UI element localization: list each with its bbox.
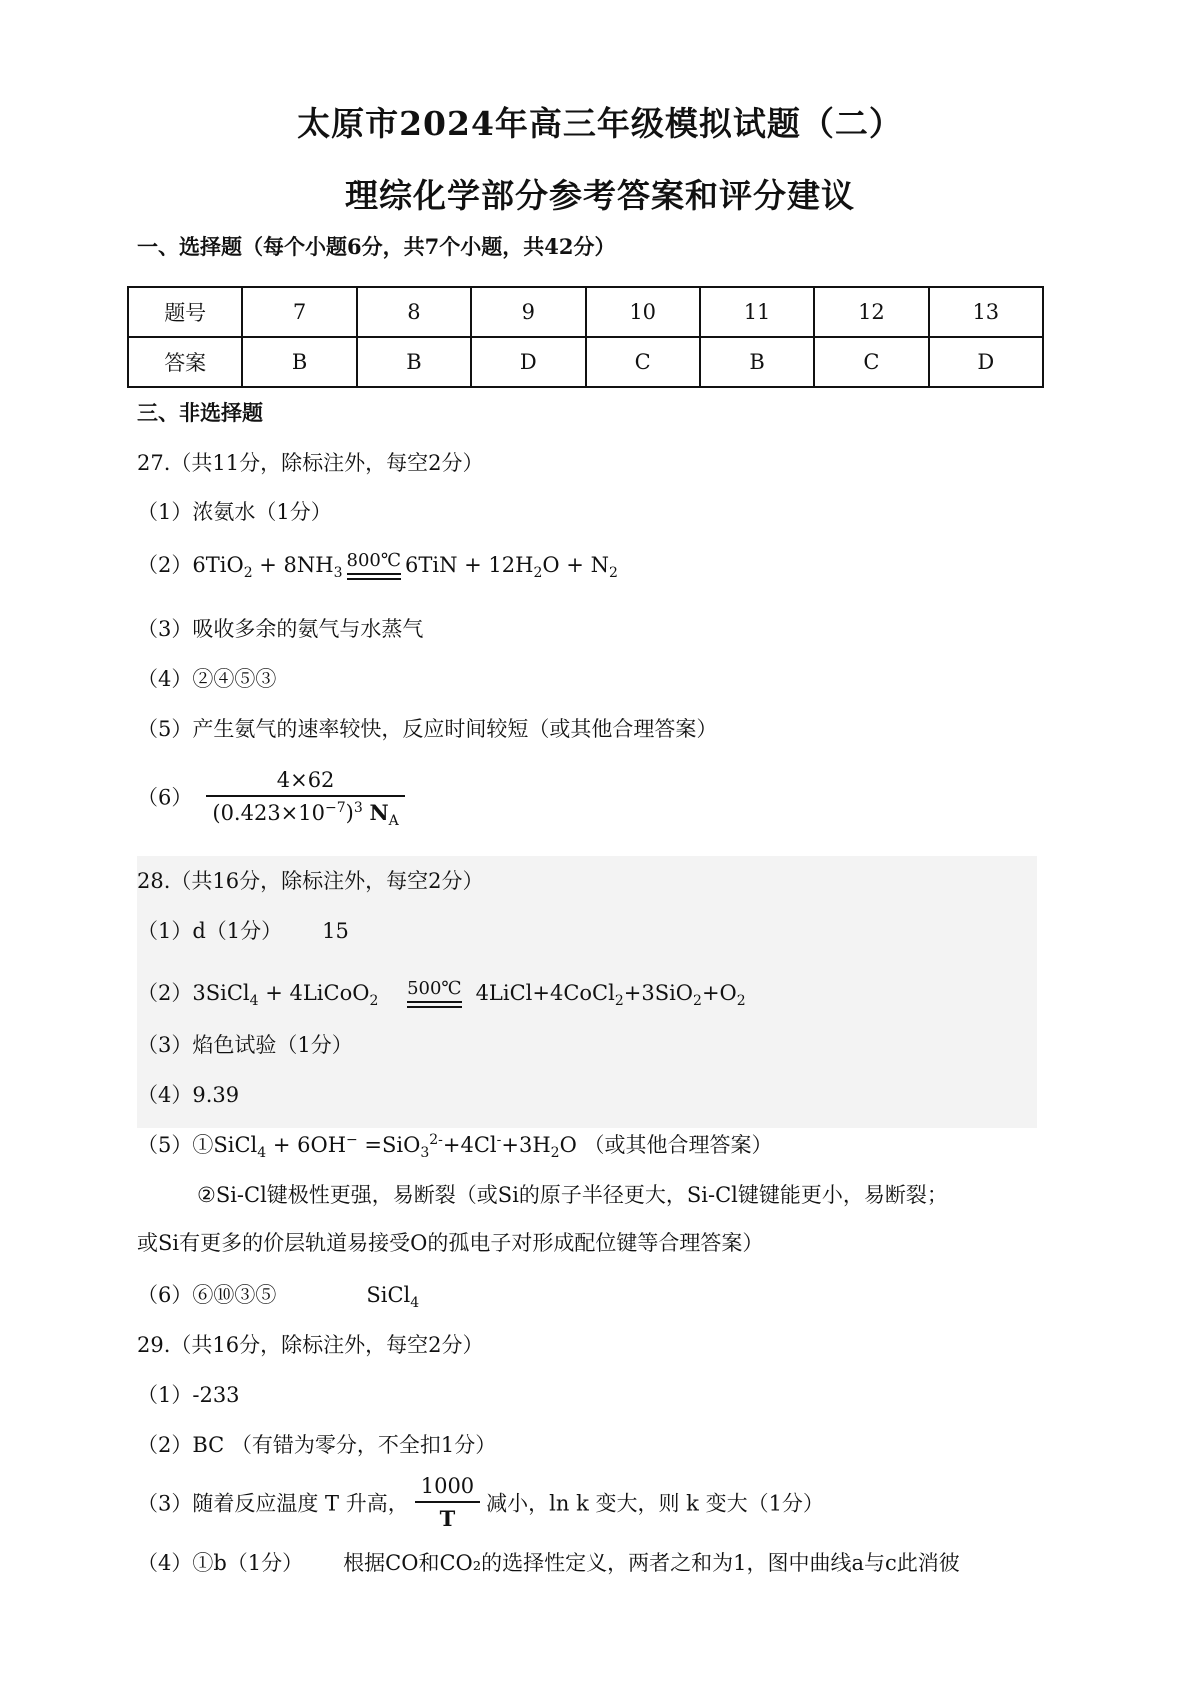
page-title: 太原市2024年高三年级模拟试题（二） — [297, 104, 903, 143]
table-cell: D — [471, 337, 585, 387]
q27-answer-1: （1）浓氨水（1分） — [137, 500, 332, 524]
inverse-temperature-fraction: $\frac{1000}{T}$ — [415, 1474, 480, 1531]
section1-heading: 一、选择题（每个小题6分，共7个小题，共42分） — [137, 234, 616, 259]
table-cell: B — [357, 337, 471, 387]
reaction-condition: 500℃ — [407, 979, 462, 1008]
q29-answer-4: （4）①b（1分） 根据CO和CO₂的选择性定义，两者之和为1，图中曲线a与c此消彼 — [137, 1551, 960, 1575]
q28-header: 28.（共16分，除标注外，每空2分） — [137, 869, 484, 893]
table-row-answer — [128, 337, 1043, 387]
q28-answer-5-2: ②Si-Cl键极性更强，易断裂（或Si的原子半径更大，Si-Cl键键能更小，易断裂； — [197, 1183, 948, 1207]
table-cell: 11 — [700, 287, 814, 337]
table-row-question — [128, 287, 1043, 337]
q27-answer-3: （3）吸收多余的氨气与水蒸气 — [137, 617, 424, 641]
table-cell: 12 — [814, 287, 928, 337]
q27-answer-6: （6） $\frac{4\times 62}{(0.423\times 10^{-7})^3 N_A}$ — [137, 768, 411, 825]
table-cell: C — [586, 337, 700, 387]
q28-answer-4: （4）9.39 — [137, 1083, 240, 1107]
q28-answer-5-2-cont: 或Si有更多的价层轨道易接受O的孤电子对形成配位键等合理答案） — [137, 1231, 764, 1255]
table-cell: B — [700, 337, 814, 387]
answer-table — [127, 286, 1044, 388]
reaction-condition: 800℃ — [347, 551, 402, 580]
section3-heading: 三、非选择题 — [137, 400, 263, 425]
q28-answer-1: （1）d（1分） 15 — [137, 919, 349, 943]
density-fraction: $\frac{4\times 62}{(0.423\times 10^{-7})^3 N_A}$ — [206, 768, 404, 825]
q29-answer-1: （1）-233 — [137, 1383, 240, 1407]
q29-answer-2: （2）BC （有错为零分，不全扣1分） — [137, 1433, 497, 1457]
q28-answer-5-1: （5）①SiCl$_4$ + $6OH^- =SiO_3^{2-}+4Cl^-+3H_2O$ （或其他合理答案） — [137, 1132, 773, 1162]
q28-answer-2: （2）3SiCl$_4$ + 4LiCoO$_2$ 500℃ $4LiCl+4CoCl_2+3SiO_2+O_2$ — [137, 978, 746, 1010]
table-cell: 9 — [471, 287, 585, 337]
q29-answer-3: （3）随着反应温度 T 升高， $\frac{1000}{T}$ 减小，ln k 变大，则 k 变大（1分） — [137, 1474, 824, 1531]
table-cell: 13 — [929, 287, 1043, 337]
row-label-answer: 答案 — [128, 337, 242, 387]
table-cell: 7 — [242, 287, 356, 337]
q27-answer-4: （4）②④⑤③ — [137, 667, 277, 691]
table-cell: 8 — [357, 287, 471, 337]
table-cell: 10 — [586, 287, 700, 337]
page-subtitle: 理综化学部分参考答案和评分建议 — [345, 176, 855, 215]
q28-answer-6: （6）⑥⑩③⑤ SiCl$_4$ — [137, 1283, 420, 1312]
table-cell: D — [929, 337, 1043, 387]
q29-header: 29.（共16分，除标注外，每空2分） — [137, 1333, 484, 1357]
table-cell: B — [242, 337, 356, 387]
q28-answer-3: （3）焰色试验（1分） — [137, 1033, 353, 1057]
q27-header: 27.（共11分，除标注外，每空2分） — [137, 451, 484, 475]
row-label-question: 题号 — [128, 287, 242, 337]
q27-answer-2: $(2)6TiO_2 + 8NH_3$ 800℃ $6TiN + 12H_2O + N_2$ — [137, 550, 618, 582]
q27-answer-5: （5）产生氨气的速率较快，反应时间较短（或其他合理答案） — [137, 717, 718, 741]
table-cell: C — [814, 337, 928, 387]
